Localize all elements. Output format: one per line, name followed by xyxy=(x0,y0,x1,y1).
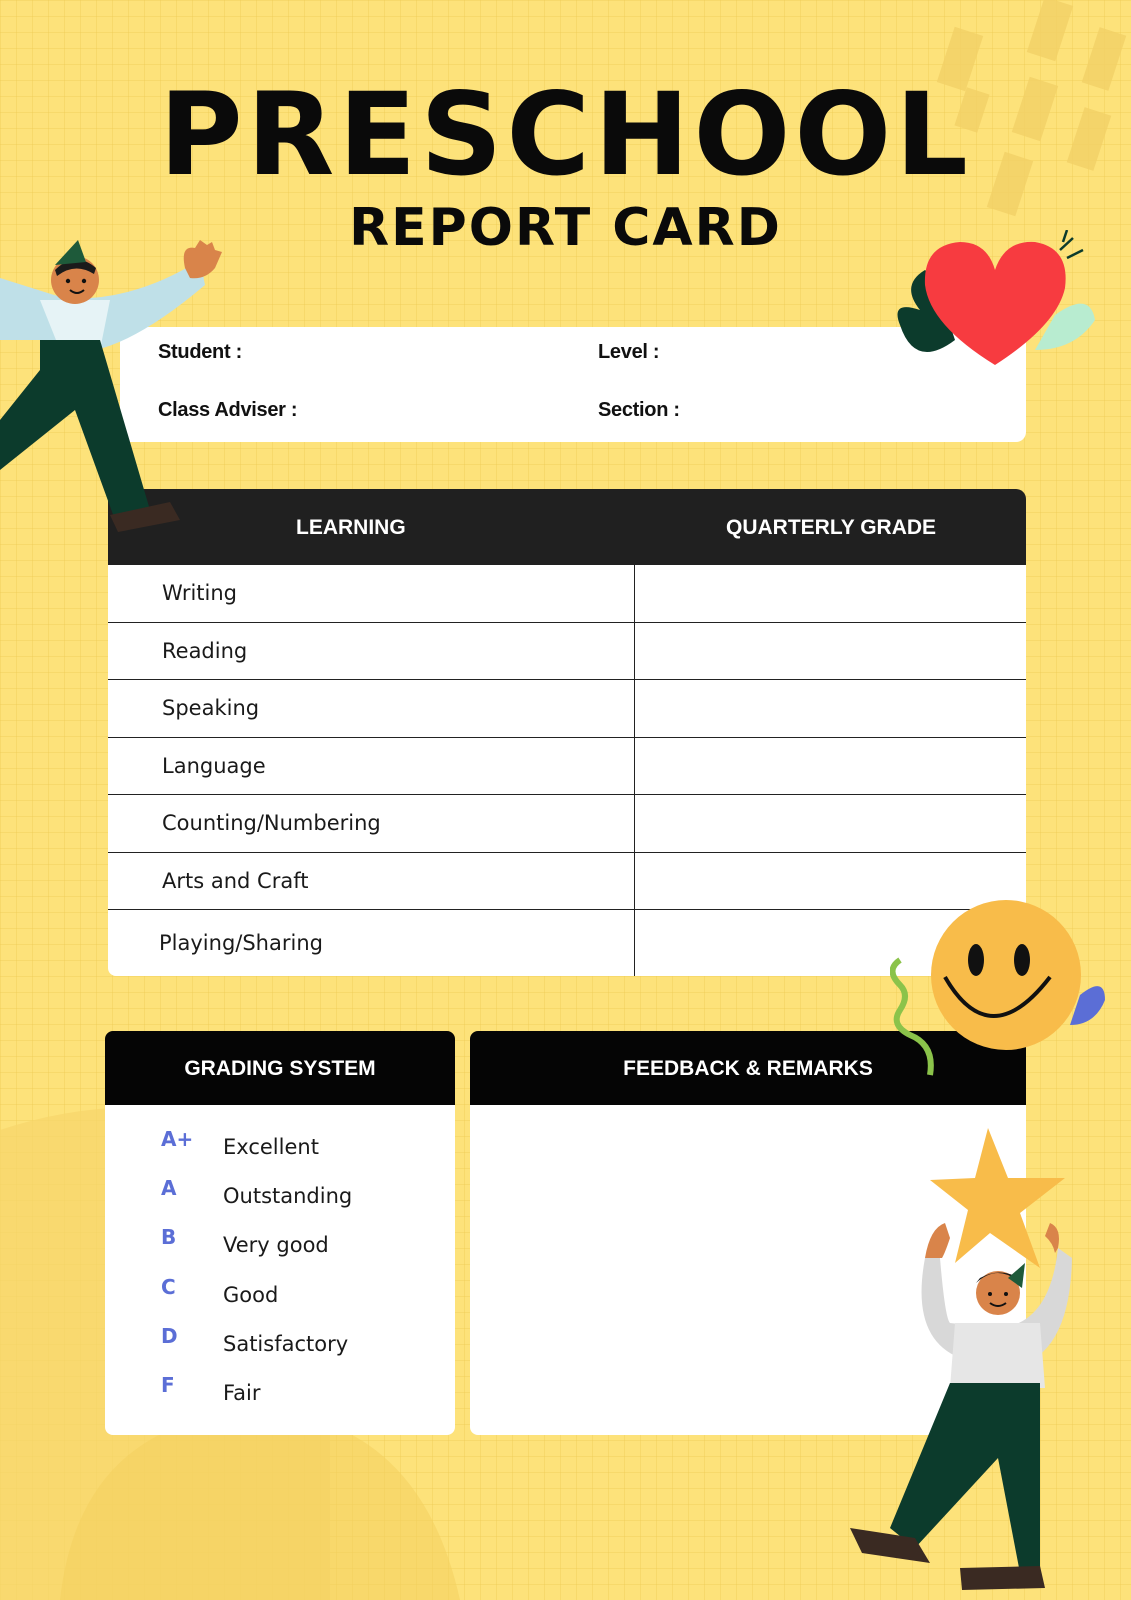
list-item xyxy=(105,1176,455,1225)
grade-letter: C xyxy=(161,1274,176,1299)
grading-system-panel xyxy=(105,1031,455,1435)
grade-description: Satisfactory xyxy=(223,1331,349,1356)
table-row xyxy=(108,795,1026,853)
learning-column-header: LEARNING xyxy=(296,516,406,539)
grading-system-header: GRADING SYSTEM xyxy=(105,1031,455,1105)
grade-cell[interactable] xyxy=(634,623,1026,680)
class-adviser-field[interactable]: Class Adviser : xyxy=(158,399,298,421)
waving-kid-illustration xyxy=(0,240,230,560)
subject-label: Arts and Craft xyxy=(162,868,309,893)
list-item xyxy=(105,1225,455,1274)
grading-system-list xyxy=(105,1105,455,1435)
grade-letter: D xyxy=(161,1323,178,1348)
table-row xyxy=(108,853,1026,911)
grade-description: Outstanding xyxy=(223,1184,353,1209)
subject-label: Speaking xyxy=(162,696,260,721)
student-info-card xyxy=(120,327,1026,442)
student-field[interactable]: Student : xyxy=(158,341,242,363)
page-subtitle: REPORT CARD xyxy=(349,198,782,258)
grade-letter: B xyxy=(161,1225,177,1250)
page-title: PRESCHOOL xyxy=(159,68,972,201)
subject-label: Reading xyxy=(162,638,248,663)
grade-description: Fair xyxy=(223,1380,261,1405)
grade-letter: A xyxy=(161,1176,177,1201)
table-row xyxy=(108,738,1026,796)
grade-letter: A+ xyxy=(161,1127,194,1151)
list-item xyxy=(105,1373,455,1422)
grade-cell[interactable] xyxy=(634,738,1026,795)
table-row xyxy=(108,910,1026,976)
table-row xyxy=(108,565,1026,623)
level-field[interactable]: Level : xyxy=(598,341,660,363)
grade-description: Excellent xyxy=(223,1135,319,1159)
list-item xyxy=(105,1127,455,1176)
list-item xyxy=(105,1324,455,1373)
grade-cell[interactable] xyxy=(634,795,1026,852)
learning-table-body xyxy=(108,565,1026,976)
feedback-header: FEEDBACK & REMARKS xyxy=(470,1031,1026,1105)
subject-label: Writing xyxy=(162,581,237,606)
grade-letter: F xyxy=(161,1372,175,1397)
grade-description: Very good xyxy=(223,1233,329,1258)
section-field[interactable]: Section : xyxy=(598,399,680,421)
subject-label: Playing/Sharing xyxy=(159,931,323,955)
table-row xyxy=(108,623,1026,681)
learning-table xyxy=(108,489,1026,976)
quarterly-grade-column-header: QUARTERLY GRADE xyxy=(726,516,937,539)
kid-holding-star-illustration xyxy=(850,1128,1120,1598)
heart-icon xyxy=(895,230,1095,375)
list-item xyxy=(105,1275,455,1324)
grade-description: Good xyxy=(223,1282,279,1307)
table-row xyxy=(108,680,1026,738)
subject-label: Language xyxy=(162,753,266,778)
smiley-icon xyxy=(890,885,1105,1085)
subject-label: Counting/Numbering xyxy=(162,811,381,836)
grade-cell[interactable] xyxy=(634,680,1026,737)
learning-table-header xyxy=(108,489,1026,565)
grade-cell[interactable] xyxy=(634,565,1026,622)
